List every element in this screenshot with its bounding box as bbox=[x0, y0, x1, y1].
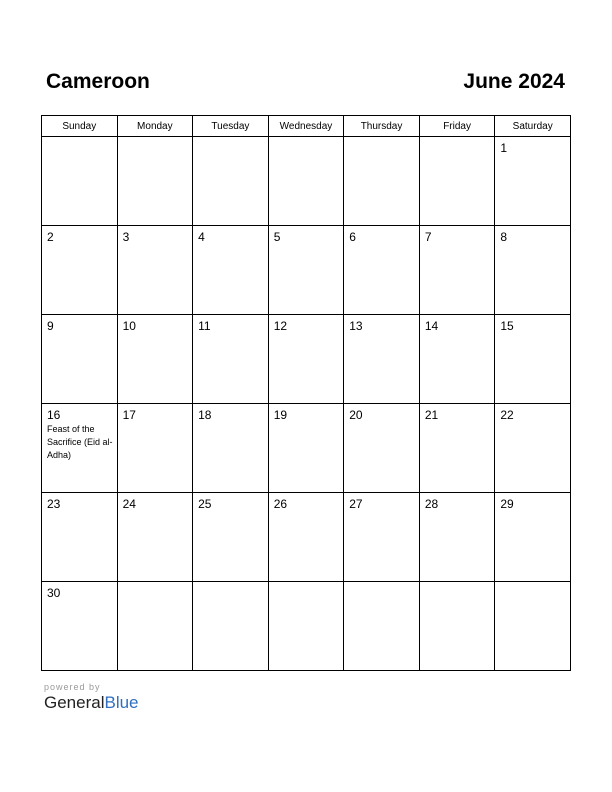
day-cell bbox=[344, 404, 420, 493]
day-number: 20 bbox=[349, 408, 363, 422]
day-number: 5 bbox=[273, 230, 281, 244]
day-cell bbox=[193, 493, 269, 582]
weekday-monday: Monday bbox=[117, 116, 193, 137]
weekday-thursday: Thursday bbox=[344, 116, 420, 137]
day-cell bbox=[495, 404, 571, 493]
country-title: Cameroon bbox=[46, 70, 150, 93]
week-row bbox=[42, 137, 571, 226]
day-cell bbox=[419, 226, 495, 315]
day-number: 12 bbox=[273, 319, 288, 333]
day-number: 29 bbox=[500, 497, 514, 511]
empty-day-cell bbox=[117, 582, 193, 671]
holiday-label: Feast of the Sacrifice (Eid al-Adha) bbox=[47, 424, 113, 460]
day-number: 19 bbox=[273, 408, 288, 422]
day-number: 16 bbox=[47, 408, 61, 422]
day-cell bbox=[495, 315, 571, 404]
empty-day-cell bbox=[193, 582, 269, 671]
calendar-grid bbox=[41, 115, 571, 671]
day-cell bbox=[117, 404, 193, 493]
day-cell bbox=[193, 404, 269, 493]
generalblue-logo[interactable] bbox=[44, 693, 139, 713]
week-row bbox=[42, 404, 571, 493]
day-number: 6 bbox=[349, 230, 356, 244]
weekday-wednesday: Wednesday bbox=[268, 116, 344, 137]
empty-day-cell bbox=[419, 582, 495, 671]
day-number: 25 bbox=[198, 497, 212, 511]
day-cell bbox=[42, 404, 118, 493]
weekday-header-row bbox=[42, 116, 571, 137]
day-cell bbox=[268, 226, 344, 315]
weekday-saturday: Saturday bbox=[495, 116, 571, 137]
day-cell bbox=[193, 226, 269, 315]
day-cell bbox=[419, 315, 495, 404]
day-cell bbox=[117, 315, 193, 404]
day-number: 26 bbox=[273, 497, 288, 511]
day-cell bbox=[268, 493, 344, 582]
day-cell bbox=[344, 315, 420, 404]
day-cell bbox=[419, 493, 495, 582]
day-cell bbox=[268, 315, 344, 404]
day-cell bbox=[344, 226, 420, 315]
calendar-body bbox=[42, 137, 571, 671]
weekday-friday: Friday bbox=[419, 116, 495, 137]
week-row bbox=[42, 315, 571, 404]
day-number: 3 bbox=[122, 230, 130, 244]
day-number: 24 bbox=[122, 497, 136, 511]
empty-day-cell bbox=[268, 582, 344, 671]
day-number: 7 bbox=[424, 230, 432, 244]
brand-blue-text: Blue bbox=[104, 693, 139, 712]
day-cell bbox=[42, 493, 118, 582]
empty-day-cell bbox=[117, 137, 193, 226]
day-cell bbox=[42, 315, 118, 404]
day-number: 17 bbox=[122, 408, 136, 422]
day-number: 4 bbox=[198, 230, 205, 244]
weekday-tuesday: Tuesday bbox=[193, 116, 269, 137]
empty-day-cell bbox=[419, 137, 495, 226]
week-row bbox=[42, 226, 571, 315]
day-cell bbox=[495, 493, 571, 582]
day-number: 14 bbox=[424, 319, 439, 333]
empty-day-cell bbox=[193, 137, 269, 226]
empty-day-cell bbox=[42, 137, 118, 226]
day-number: 18 bbox=[198, 408, 212, 422]
day-number: 23 bbox=[47, 497, 61, 511]
day-number: 2 bbox=[47, 230, 54, 244]
week-row bbox=[42, 493, 571, 582]
powered-by-text: powered by bbox=[44, 682, 101, 692]
empty-day-cell bbox=[495, 582, 571, 671]
day-cell bbox=[344, 493, 420, 582]
day-cell bbox=[42, 582, 118, 671]
month-title: June 2024 bbox=[463, 70, 565, 93]
day-cell bbox=[117, 226, 193, 315]
day-number: 9 bbox=[47, 319, 54, 333]
day-cell bbox=[495, 226, 571, 315]
day-number: 22 bbox=[500, 408, 514, 422]
footer bbox=[44, 682, 139, 713]
day-number: 11 bbox=[198, 319, 211, 333]
day-number: 10 bbox=[122, 319, 136, 333]
day-number: 13 bbox=[349, 319, 363, 333]
empty-day-cell bbox=[344, 582, 420, 671]
day-cell bbox=[42, 226, 118, 315]
weekday-sunday: Sunday bbox=[42, 116, 118, 137]
day-cell bbox=[117, 493, 193, 582]
day-number: 21 bbox=[424, 408, 439, 422]
empty-day-cell bbox=[268, 137, 344, 226]
day-number: 28 bbox=[424, 497, 439, 511]
day-number: 15 bbox=[500, 319, 514, 333]
day-number: 1 bbox=[500, 141, 508, 155]
day-cell bbox=[495, 137, 571, 226]
calendar-header bbox=[41, 70, 571, 100]
day-number: 27 bbox=[349, 497, 363, 511]
day-cell bbox=[419, 404, 495, 493]
day-number: 30 bbox=[47, 586, 61, 600]
brand-general-text: General bbox=[44, 693, 105, 712]
day-cell bbox=[193, 315, 269, 404]
empty-day-cell bbox=[344, 137, 420, 226]
day-number: 8 bbox=[500, 230, 508, 244]
day-cell bbox=[268, 404, 344, 493]
week-row bbox=[42, 582, 571, 671]
